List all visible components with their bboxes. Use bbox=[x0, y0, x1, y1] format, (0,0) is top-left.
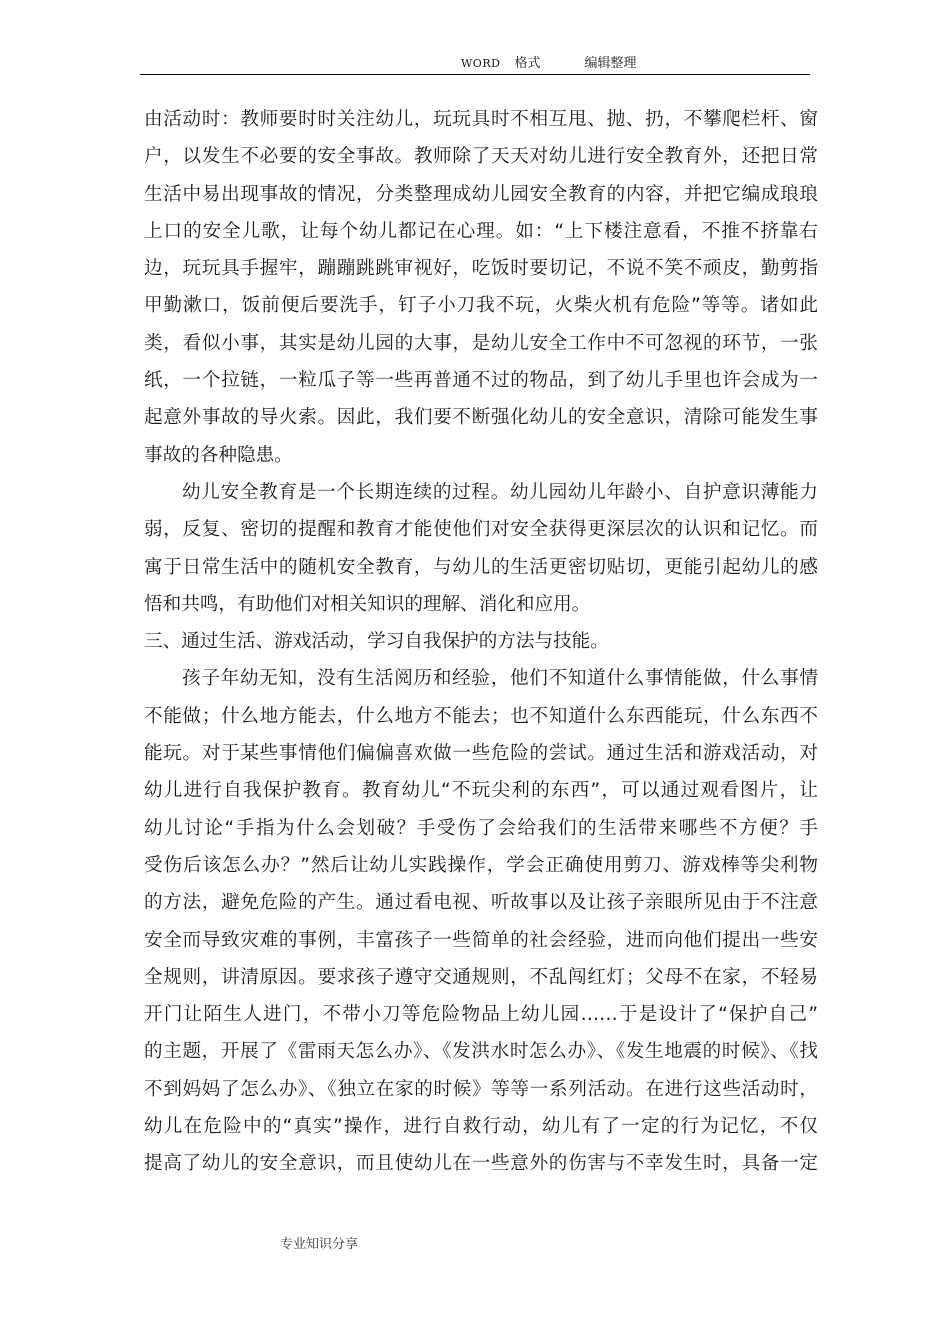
text-line: 的方法，避免危险的产生。通过看电视、听故事以及让孩子亲眼所见由于不注意 bbox=[144, 892, 818, 914]
text-line: 类，看似小事，其实是幼儿园的大事，是幼儿安全工作中不可忽视的环节，一张 bbox=[144, 332, 818, 354]
text-line: 户，以发生不必要的安全事故。教师除了天天对幼儿进行安全教育外，还把日常 bbox=[144, 146, 818, 168]
text-line: 幼儿安全教育是一个长期连续的过程。幼儿园幼儿年龄小、自护意识薄能力 bbox=[182, 481, 818, 503]
text-line: 甲勤漱口，饭前便后要洗手，钉子小刀我不玩，火柴火机有危险”等等。诸如此 bbox=[144, 295, 818, 317]
header-word-label: WORD bbox=[461, 57, 501, 70]
section-heading: 三、通过生活、游戏活动，学习自我保护的方法与技能。 bbox=[144, 631, 609, 653]
text-line: 纸，一个拉链，一粒瓜子等一些再普通不过的物品，到了幼儿手里也许会成为一 bbox=[144, 370, 818, 392]
page-footer: 专业知识分享 bbox=[280, 1237, 359, 1252]
text-line: 起意外事故的导火索。因此，我们要不断强化幼儿的安全意识，清除可能发生事 bbox=[144, 407, 818, 429]
text-line: 能玩。对于某些事情他们偏偏喜欢做一些危险的尝试。通过生活和游戏活动，对 bbox=[144, 743, 818, 765]
text-line: 边，玩玩具手握牢，蹦蹦跳跳审视好，吃饭时要切记，不说不笑不顽皮，勤剪指 bbox=[144, 258, 818, 280]
text-line: 受伤后该怎么办？”然后让幼儿实践操作，学会正确使用剪刀、游戏棒等尖利物 bbox=[144, 854, 818, 876]
text-line: 悟和共鸣，有助他们对相关知识的理解、消化和应用。 bbox=[144, 593, 591, 615]
text-line: 寓于日常生活中的随机安全教育，与幼儿的生活更密切贴切，更能引起幼儿的感 bbox=[144, 556, 818, 578]
text-line: 幼儿讨论“手指为什么会划破？手受伤了会给我们的生活带来哪些不方便？手 bbox=[144, 817, 818, 839]
text-line: 全规则，讲清原因。要求孩子遵守交通规则，不乱闯红灯；父母不在家，不轻易 bbox=[144, 966, 818, 988]
text-line: 开门让陌生人进门，不带小刀等危险物品上幼儿园……于是设计了“保护自己” bbox=[144, 1004, 818, 1026]
text-line: 的主题，开展了《雷雨天怎么办》、《发洪水时怎么办》、《发生地震的时候》、《找 bbox=[144, 1041, 818, 1063]
text-line: 安全而导致灾难的事例，丰富孩子一些简单的社会经验，进而向他们提出一些安 bbox=[144, 929, 818, 951]
text-line: 幼儿在危险中的“真实”操作，进行自救行动，幼儿有了一定的行为记忆，不仅 bbox=[144, 1116, 818, 1138]
header-format-label: 格式 bbox=[514, 56, 541, 71]
text-line: 生活中易出现事故的情况，分类整理成幼儿园安全教育的内容，并把它编成琅琅 bbox=[144, 183, 818, 205]
text-line: 上口的安全儿歌，让每个幼儿都记在心理。如：“上下楼注意看，不推不挤靠右 bbox=[144, 220, 818, 242]
text-line: 提高了幼儿的安全意识，而且使幼儿在一些意外的伤害与不幸发生时，具备一定 bbox=[144, 1153, 818, 1175]
text-line: 幼儿进行自我保护教育。教育幼儿“不玩尖利的东西”，可以通过观看图片，让 bbox=[144, 780, 818, 802]
header-text bbox=[461, 56, 636, 72]
page-header bbox=[140, 56, 810, 75]
header-edit-label: 编辑整理 bbox=[584, 56, 637, 71]
text-line: 事故的各种隐患。 bbox=[144, 444, 293, 466]
text-line: 孩子年幼无知，没有生活阅历和经验，他们不知道什么事情能做，什么事情 bbox=[182, 668, 818, 690]
text-line: 由活动时：教师要时时关注幼儿，玩玩具时不相互甩、抛、扔，不攀爬栏杆、窗 bbox=[144, 109, 818, 130]
text-line: 不能做；什么地方能去，什么地方不能去；也不知道什么东西能玩，什么东西不 bbox=[144, 705, 818, 727]
document-body bbox=[144, 101, 818, 1183]
text-line: 不到妈妈了怎么办》、《独立在家的时候》等等一系列活动。在进行这些活动时， bbox=[144, 1078, 818, 1100]
text-line: 弱，反复、密切的提醒和教育才能使他们对安全获得更深层次的认识和记忆。而 bbox=[144, 519, 818, 541]
